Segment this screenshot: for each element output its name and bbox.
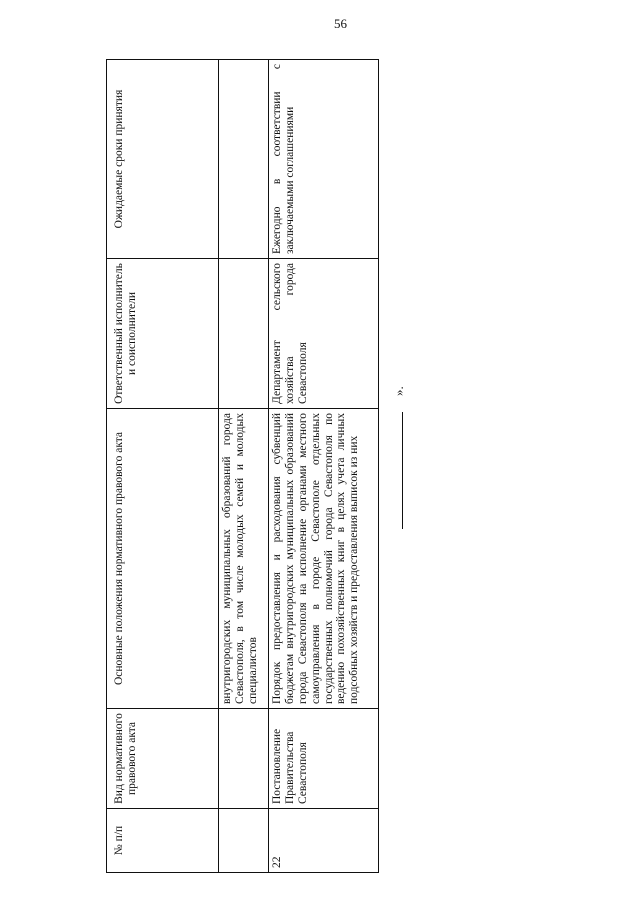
measures-table (106, 59, 379, 873)
closing-quote-mark (391, 376, 411, 406)
table-row (219, 60, 269, 873)
page-number: 56 (334, 16, 347, 31)
cell-provisions: внутригородских муниципальных образований города Севастополя, в том числе молодых семей и молодых специалистов (219, 409, 269, 709)
cell-deadline (219, 60, 269, 259)
header-number: № п/п (107, 809, 219, 873)
cell-responsible: Департамент сельского хозяйства города Севастополя (269, 259, 379, 409)
cell-deadline: Ежегодно в соответствии с заключаемыми соглашениями (269, 60, 379, 259)
table-row (269, 60, 379, 873)
end-divider-line (402, 412, 403, 529)
cell-responsible (219, 259, 269, 409)
cell-act-type: Постановление Правительства Севастополя (269, 709, 379, 809)
table-header-row (107, 60, 219, 873)
header-deadline: Ожидаемые сроки принятия (107, 60, 219, 259)
header-responsible: Ответственный исполнитель и соисполнители (107, 259, 219, 409)
cell-act-type (219, 709, 269, 809)
closing-quote-text: ». (391, 386, 406, 396)
rotated-table-wrapper (106, 60, 378, 873)
cell-number (219, 809, 269, 873)
cell-number: 22 (269, 809, 379, 873)
header-act-type: Вид нормативного правового акта (107, 709, 219, 809)
header-provisions: Основные положения нормативного правового акта (107, 409, 219, 709)
rotated-table-frame (106, 60, 378, 873)
cell-provisions: Порядок предоставления и расходования субвенций бюджетам внутригородских муниципальных образований города Севастополя на исполнение органами местного самоуправления в городе Севастополе отдельных государственных полномочий города Севастополя по ведению похозяйственных книг в целях учета личных подсобных хозяйств и предоставления выписок из них (269, 409, 379, 709)
